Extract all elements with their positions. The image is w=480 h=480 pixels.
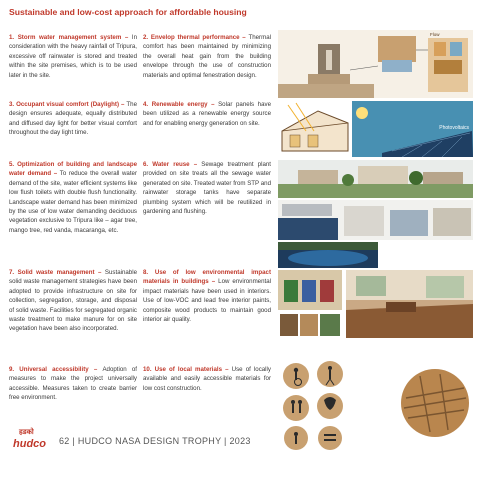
section-renewable	[143, 100, 271, 128]
section-body: Sewage treatment plant provided on site treats all the sewage water generated on site. Treated water from STP and rainwater storage tanks have separate plumbing system which will be reutilized in gardening and flushing.	[143, 161, 271, 216]
section-body: Low environmental impact materials have been used in interiors. Use of low-VOC and lead free interior paints, composite wood products to maintain good interior air quality.	[143, 278, 271, 324]
solar-label: Photovoltaics	[439, 125, 469, 131]
page-title: Sustainable and low-cost approach for affordable housing	[9, 7, 247, 17]
section-heading: 8. Use of low environmental impact materials in buildings –	[143, 269, 271, 286]
hudco-logo-text: hudco	[13, 438, 46, 450]
section-thermal	[143, 33, 271, 80]
interior-image	[346, 270, 473, 338]
section-body: Use of locally available and easily accessible materials for low cost construction.	[143, 366, 271, 392]
section-body: In consideration with the heavy rainfall of Tripura, excessive off rainwater is stored and treated within the site premises, which is to be used later in the site.	[9, 34, 137, 79]
waterfront-image	[278, 242, 378, 268]
diagram-tag: Flow	[430, 32, 440, 37]
solar-panel-image	[352, 101, 473, 157]
accessibility-icons	[278, 360, 398, 452]
section-water-demand	[9, 160, 137, 235]
section-heading: 9. Universal accessibility –	[9, 366, 103, 373]
water-system-diagram	[278, 30, 473, 98]
section-heading: 1. Storm water management system –	[9, 34, 132, 41]
materials-swatch-row	[278, 312, 342, 338]
section-heading: 6. Water reuse –	[143, 161, 202, 168]
section-body: To reduce the overall water demand of the site, water efficient systems like low flush toilets with double flush functionality. Landscape water demand has been minimized by the use of low water demanding deciduous vegetation exclusive to Tripura like – agar tree, mango tree, red vanda, macaranga, etc.	[9, 170, 137, 234]
section-storm-water	[9, 33, 137, 80]
waste-management-image	[278, 270, 342, 310]
local-materials-image	[400, 368, 470, 438]
section-solid-waste	[9, 268, 137, 334]
section-heading: 2. Envelop thermal performance –	[143, 34, 249, 41]
section-daylight	[9, 100, 137, 138]
section-body: Thermal comfort has been maintained by minimizing the overall heat gain from the building envelope through the use of construction materials and optimal fenestration design.	[143, 34, 271, 79]
section-heading: 10. Use of local materials –	[143, 366, 232, 373]
landscape-water-image	[278, 160, 473, 198]
hudco-logo	[9, 430, 49, 452]
section-heading: 7. Solid waste management –	[9, 269, 105, 276]
section-water-reuse	[143, 160, 271, 216]
section-heading: 4. Renewable energy –	[143, 101, 219, 108]
section-body: The design ensures adequate, equally distributed and diffused day light for better visual comfort throughout the day light time.	[9, 101, 137, 137]
section-heading: 3. Occupant visual comfort (Daylight) –	[9, 101, 127, 108]
water-reuse-images	[278, 200, 473, 240]
section-body: Solar panels have been utilized as a renewable energy source and for enabling energy generation on site.	[143, 101, 271, 127]
section-accessibility	[9, 365, 137, 403]
section-local-materials	[143, 365, 271, 393]
daylight-sketch	[278, 101, 350, 157]
hudco-logo-hindi: हडको	[19, 429, 34, 436]
section-body: Adoption of measures to make the project universally accessible. Measures taken to create barrier free environment.	[9, 366, 137, 402]
section-materials	[143, 268, 271, 324]
footer-page-label: 62 | HUDCO NASA DESIGN TROPHY | 2023	[59, 436, 251, 446]
section-heading: 5. Optimization of building and landscape water demand –	[9, 161, 137, 178]
section-body: Sustainable solid waste management strategies have been adopted to provide infrastructure on site for collection, segregation, storage, and disposal of solid waste. Facilities for segregated organic waste treatment to make manure for on site vegetation have been also incorporated.	[9, 269, 137, 333]
